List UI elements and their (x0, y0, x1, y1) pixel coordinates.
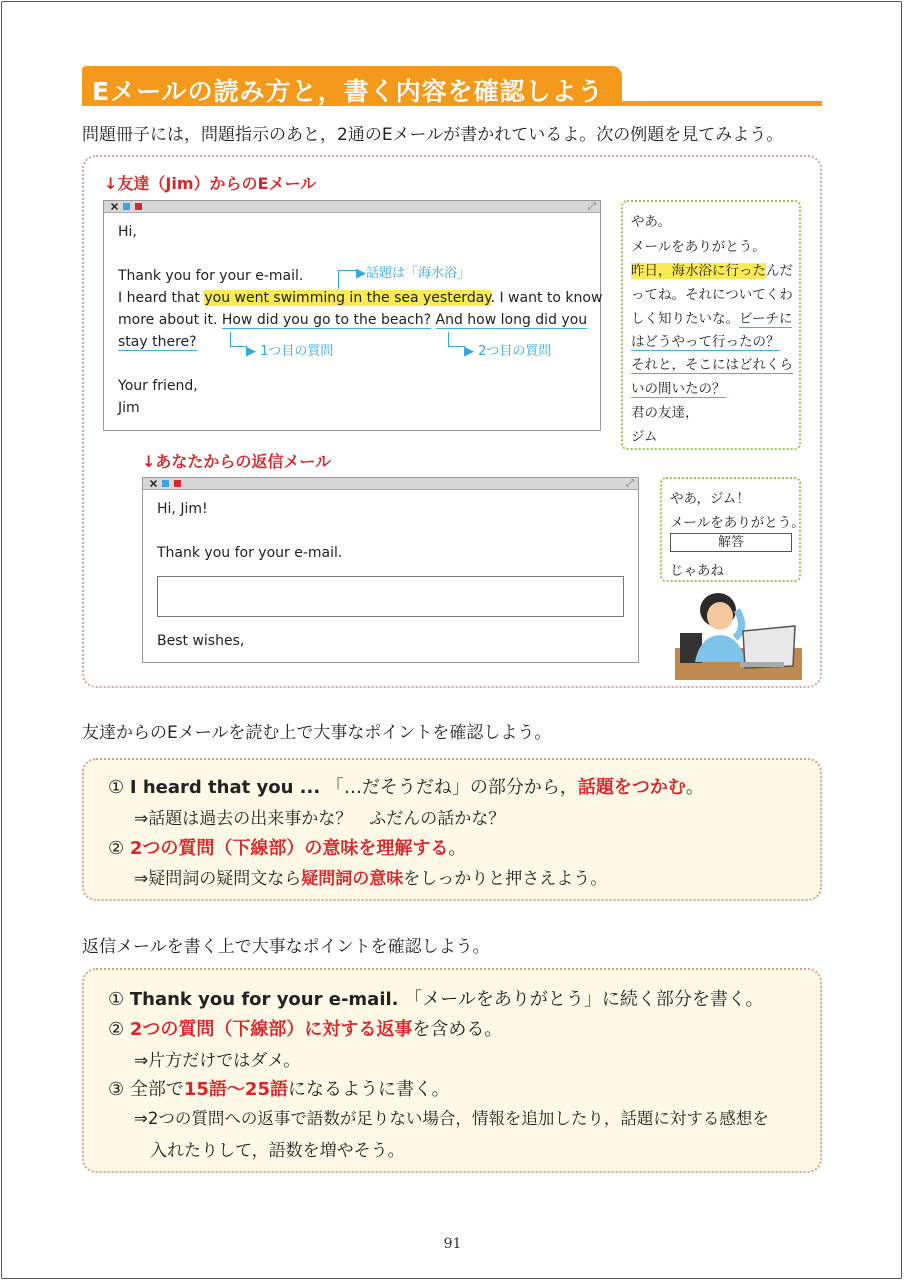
s2-point1: ① I heard that you ... 「…だそうだね」の部分から，話題をつかむ。 (108, 777, 704, 798)
keyboard (740, 662, 784, 667)
friend-line2: I heard that you went swimming in the sea yesterday. I want to know (118, 290, 603, 306)
q1-annotation: ▶ 1つ目の質問 (246, 344, 334, 359)
ft-line9: 君の友達， (631, 405, 699, 421)
face (707, 602, 733, 630)
page-title: Eメールの読み方と，書く内容を確認しよう (92, 77, 604, 106)
s3-point3: ③ 全部で15語～25語になるように書く。 (108, 1079, 450, 1100)
s3-point1: ① Thank you for your e-mail. 「メールをありがとう」に続く部分を書く。 (108, 989, 764, 1010)
minimize-icon (123, 203, 130, 210)
friend-name: Jim (118, 400, 140, 416)
s2-point1-sub: ⇒話題は過去の出来事かな？ ふだんの話かな？ (134, 809, 506, 829)
answer-slot: 解答 (670, 533, 792, 552)
expand-icon: ⤢ (588, 201, 596, 212)
section2-heading: 友達からのEメールを読む上で大事なポイントを確認しよう。 (82, 723, 552, 743)
maximize-icon (174, 480, 181, 487)
s2-point2-sub: ⇒疑問詞の疑問文なら疑問詞の意味をしっかりと押さえよう。 (134, 869, 608, 889)
topic-highlight: you went swimming in the sea yesterday (204, 290, 491, 306)
friend-greeting: Hi, (118, 224, 137, 240)
answer-input[interactable] (157, 576, 624, 617)
s3-point3-sub1: ⇒2つの質問への返事で語数が足りない場合，情報を追加したり，話題に対する感想を (134, 1109, 769, 1128)
question2-underline-b: stay there? (118, 334, 197, 350)
reply-greeting: Hi, Jim! (157, 501, 208, 517)
friend-closing: Your friend, (118, 378, 198, 394)
intro-text: 問題冊子には，問題指示のあと，2通のEメールが書かれているよ。次の例題を見てみよう。 (82, 125, 784, 145)
friend-mail-label: ↓友達（Jim）からのEメール (104, 174, 317, 193)
window-titlebar (104, 201, 600, 213)
expand-icon: ⤢ (626, 478, 634, 489)
page-number: 91 (443, 1236, 462, 1252)
arm (735, 610, 742, 638)
close-icon (150, 480, 157, 487)
q2-arrow (448, 332, 465, 347)
ft-line5: しく知りたいな。ビーチに (631, 311, 793, 327)
rt-line2: メールをありがとう。 (670, 515, 805, 531)
ft-line7: それと，そこにはどれくら (631, 353, 793, 374)
reply-mail-label: ↓あなたからの返信メール (142, 452, 332, 471)
ft-line6: はどうやって行ったの？ (631, 330, 780, 351)
ft-line1: やあ。 (631, 214, 671, 230)
ft-line8: いの間いたの？ (631, 377, 726, 398)
s3-point2-sub: ⇒片方だけではダメ。 (134, 1051, 301, 1071)
q2-annotation: ▶ 2つ目の質問 (464, 344, 552, 359)
rt-line4: じゃあね (670, 563, 724, 579)
question1-underline: How did you go to the beach? (221, 312, 432, 328)
reply-closing: Best wishes, (157, 633, 245, 649)
question2-underline-a: And how long did you (435, 312, 588, 328)
s2-point2: ② 2つの質問（下線部）の意味を理解する。 (108, 838, 467, 859)
window-titlebar (143, 478, 638, 490)
minimize-icon (162, 480, 169, 487)
student-at-computer-illustration (675, 588, 802, 680)
ft-line4: ってね。それについてくわ (631, 287, 793, 303)
ft-line2: メールをありがとう。 (631, 239, 766, 255)
ft-line3: 昨日，海水浴に行ったんだ (631, 263, 793, 279)
q1-arrow (230, 332, 247, 347)
friend-line3: more about it. How did you go to the beach? And how long did you (118, 312, 588, 328)
s3-point2: ② 2つの質問（下線部）に対する返事を含める。 (108, 1019, 503, 1040)
monitor (743, 626, 795, 668)
rt-line1: やあ，ジム！ (670, 491, 750, 507)
maximize-icon (135, 203, 142, 210)
ft-line10: ジム (631, 429, 658, 445)
friend-line1: Thank you for your e-mail. (118, 268, 304, 284)
section3-heading: 返信メールを書く上で大事なポイントを確認しよう。 (82, 937, 490, 957)
topic-annotation: ▶話題は「海水浴」 (356, 266, 471, 281)
friend-line4 (118, 334, 197, 350)
s3-point3-sub2: 入れたりして，語数を増やそう。 (150, 1141, 405, 1161)
close-icon (111, 203, 118, 210)
reply-line1: Thank you for your e-mail. (157, 545, 343, 561)
